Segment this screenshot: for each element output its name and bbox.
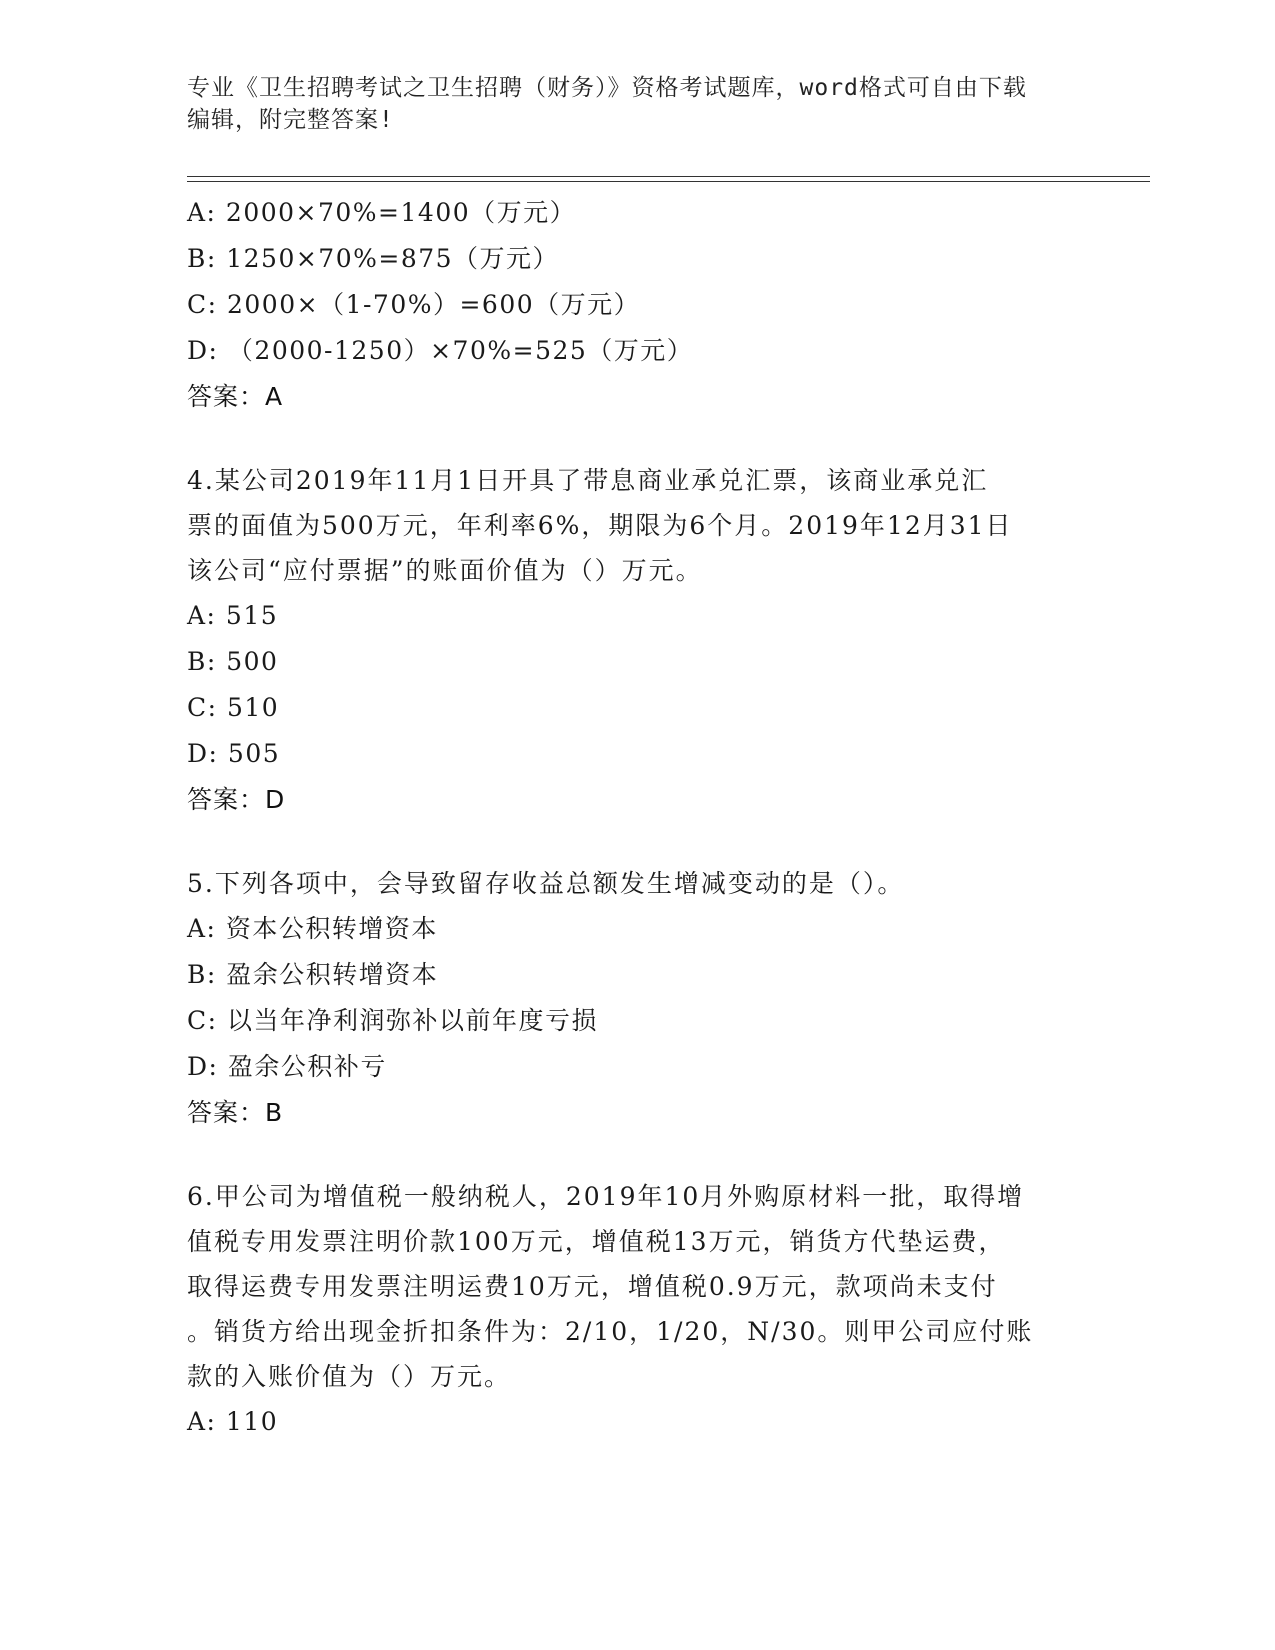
header-divider-top [187,176,1150,177]
option-a: A: 2000×70%=1400（万元） [187,198,577,227]
question-6 [187,1174,1087,1445]
question-5 [187,861,1087,1136]
option-a: A: 110 [187,1407,279,1436]
option-c: C: 2000×（1-70%）=600（万元） [187,290,641,319]
question-stem-line: 4.某公司2019年11月1日开具了带息商业承兑汇票，该商业承兑汇 [187,466,989,495]
header-line-2: 编辑，附完整答案! [187,107,394,133]
option-a: A: 515 [187,601,279,630]
question-stem-line: 5.下列各项中，会导致留存收益总额发生增减变动的是（）。 [187,869,905,898]
document-header [187,72,1067,136]
question-list [187,190,1087,1445]
answer-key: 答案：A [187,382,284,411]
question-stem-line: 取得运费专用发票注明运费10万元，增值税0.9万元，款项尚未支付 [187,1272,998,1301]
option-c: C: 510 [187,693,280,722]
question-stem-line: 值税专用发票注明价款100万元，增值税13万元，销货方代垫运费， [187,1227,1006,1256]
header-divider-bottom [187,181,1150,182]
option-c: C: 以当年净利润弥补以前年度亏损 [187,1006,598,1035]
question-stem-line: 。销货方给出现金折扣条件为：2/10，1/20，N/30。则甲公司应付账 [187,1317,1034,1346]
question-stem-line: 该公司“应付票据”的账面价值为（）万元。 [187,556,703,585]
option-b: B: 1250×70%=875（万元） [187,244,560,273]
answer-key: 答案：B [187,1098,284,1127]
question-4 [187,458,1087,823]
option-b: B: 盈余公积转增资本 [187,960,439,989]
question-stem-line: 票的面值为500万元，年利率6%，期限为6个月。2019年12月31日 [187,511,1013,540]
option-d: D: 盈余公积补亏 [187,1052,387,1081]
option-d: D: 505 [187,739,281,768]
option-d: D: （2000-1250）×70%=525（万元） [187,336,694,365]
option-a: A: 资本公积转增资本 [187,914,438,943]
header-line-1: 专业《卫生招聘考试之卫生招聘（财务）》资格考试题库，word格式可自由下载 [187,75,1027,101]
answer-key: 答案：D [187,785,286,814]
question-3 [187,190,1087,420]
option-b: B: 500 [187,647,279,676]
question-stem-line: 6.甲公司为增值税一般纳税人，2019年10月外购原材料一批，取得增 [187,1182,1025,1211]
question-stem-line: 款的入账价值为（）万元。 [187,1362,512,1391]
